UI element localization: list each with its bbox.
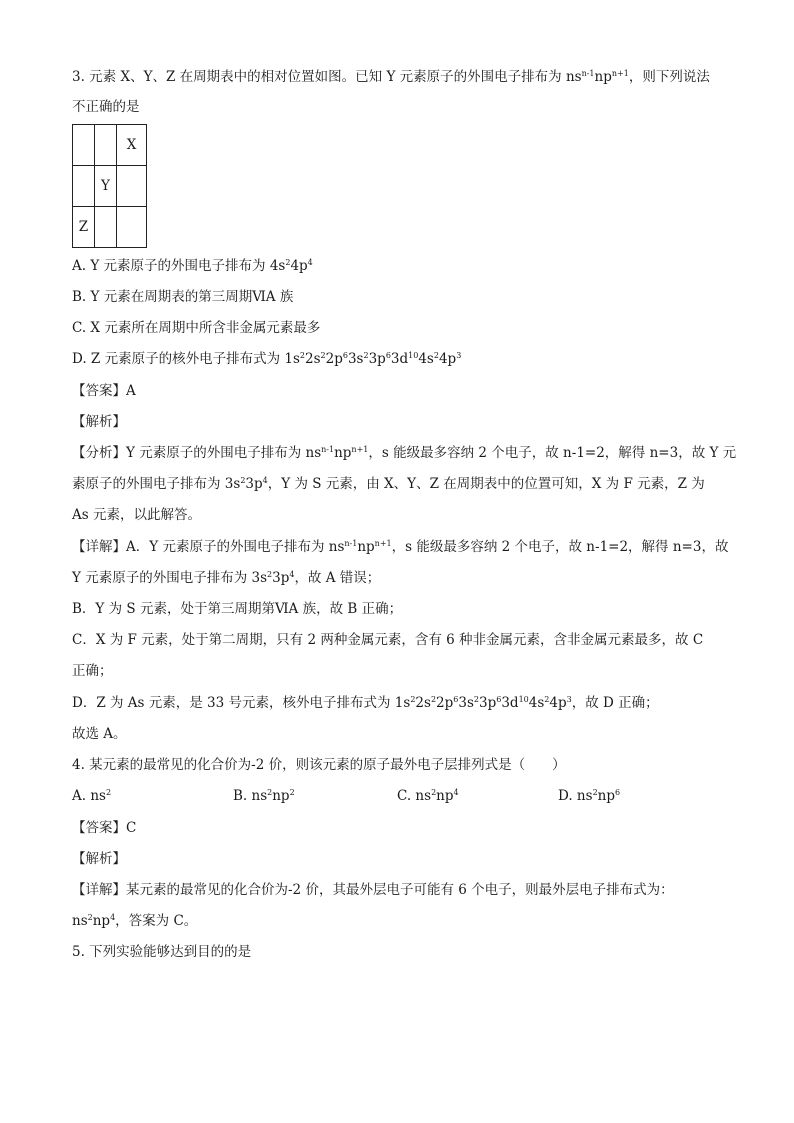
q3-xiangjie-line1: 【详解】A．Y 元素原子的外围电子排布为 $ns^{n-1}np^{n+1}$，s 能级最多容纳 2 个电子，故 n-1=2，解得 n=3，故 bbox=[72, 539, 729, 555]
q4-analysis-heading: 【解析】 bbox=[72, 851, 126, 867]
q4-xiangjie-line1: 【详解】某元素的最常见的化合价为-2 价，其最外层电子可能有 6 个电子，则最外层电子排布式为： bbox=[72, 882, 674, 898]
grid-cell bbox=[117, 166, 147, 207]
q3-fenxi-line3: As 元素，以此解答。 bbox=[72, 507, 201, 523]
q3-option-a: A. Y 元素原子的外围电子排布为 $4s^24p^4$ bbox=[72, 258, 313, 274]
q3-stem-line2: 不正确的是 bbox=[72, 99, 140, 115]
grid-cell bbox=[95, 125, 117, 166]
q4-stem: 4. 某元素的最常见的化合价为-2 价，则该元素的原子最外电子层排列式是（ ） bbox=[72, 757, 566, 773]
q3-stem-line1: 3. 元素 X、Y、Z 在周期表中的相对位置如图。已知 Y 元素原子的外围电子排布为 $ns^{n-1}np^{n+1}$，则下列说法 bbox=[72, 69, 710, 85]
q3-xiangjie-c-line1: C．X 为 F 元素，处于第二周期，只有 2 两种金属元素，含有 6 种非金属元素，含非金属元素最多，故 C bbox=[72, 632, 704, 648]
grid-cell bbox=[117, 207, 147, 248]
q4-option-a: A. $ns^2$ bbox=[72, 788, 112, 804]
q3-answer: 【答案】A bbox=[72, 383, 136, 399]
grid-cell bbox=[73, 125, 95, 166]
q5-stem: 5. 下列实验能够达到目的的是 bbox=[72, 944, 252, 960]
periodic-position-grid bbox=[72, 124, 147, 248]
q4-option-c: C. $ns^2np^4$ bbox=[397, 788, 459, 804]
q3-conclusion: 故选 A。 bbox=[72, 726, 127, 742]
q3-option-c: C. X 元素所在周期中所含非金属元素最多 bbox=[72, 320, 321, 336]
q4-xiangjie-line2: $ns^2np^4$，答案为 C。 bbox=[72, 913, 198, 929]
q3-option-b: B. Y 元素在周期表的第三周期ⅥA 族 bbox=[72, 289, 294, 305]
grid-cell-z: Z bbox=[73, 207, 95, 248]
q3-xiangjie-line2: Y 元素原子的外围电子排布为 $3s^23p^4$，故 A 错误； bbox=[72, 570, 381, 586]
q3-xiangjie-b: B．Y 为 S 元素，处于第三周期第ⅥA 族，故 B 正确； bbox=[72, 601, 403, 617]
q3-xiangjie-d: D．Z 为 As 元素，是 33 号元素，核外电子排布式为 $1s^22s^22p^63s^23p^63d^{10}4s^24p^3$，故 D 正确； bbox=[72, 695, 659, 711]
q3-analysis-heading: 【解析】 bbox=[72, 414, 126, 430]
grid-cell bbox=[95, 207, 117, 248]
q4-answer: 【答案】C bbox=[72, 820, 137, 836]
grid-cell-y: Y bbox=[95, 166, 117, 207]
q3-fenxi-line2: 素原子的外围电子排布为 $3s^23p^4$，Y 为 S 元素，由 X、Y、Z 在周期表中的位置可知，X 为 F 元素，Z 为 bbox=[72, 476, 705, 492]
q3-fenxi-line1: 【分析】Y 元素原子的外围电子排布为 $ns^{n-1}np^{n+1}$，s 能级最多容纳 2 个电子，故 n-1=2，解得 n=3，故 Y 元 bbox=[72, 445, 737, 461]
q3-xiangjie-c-line2: 正确； bbox=[72, 663, 113, 679]
grid-cell bbox=[73, 166, 95, 207]
q4-option-d: D. $ns^2np^6$ bbox=[558, 788, 621, 804]
q3-option-d: D. Z 元素原子的核外电子排布式为 $1s^22s^22p^63s^23p^63d^{10}4s^24p^3$ bbox=[72, 351, 462, 367]
grid-cell-x: X bbox=[117, 125, 147, 166]
q4-option-b: B. $ns^2np^2$ bbox=[233, 788, 295, 804]
